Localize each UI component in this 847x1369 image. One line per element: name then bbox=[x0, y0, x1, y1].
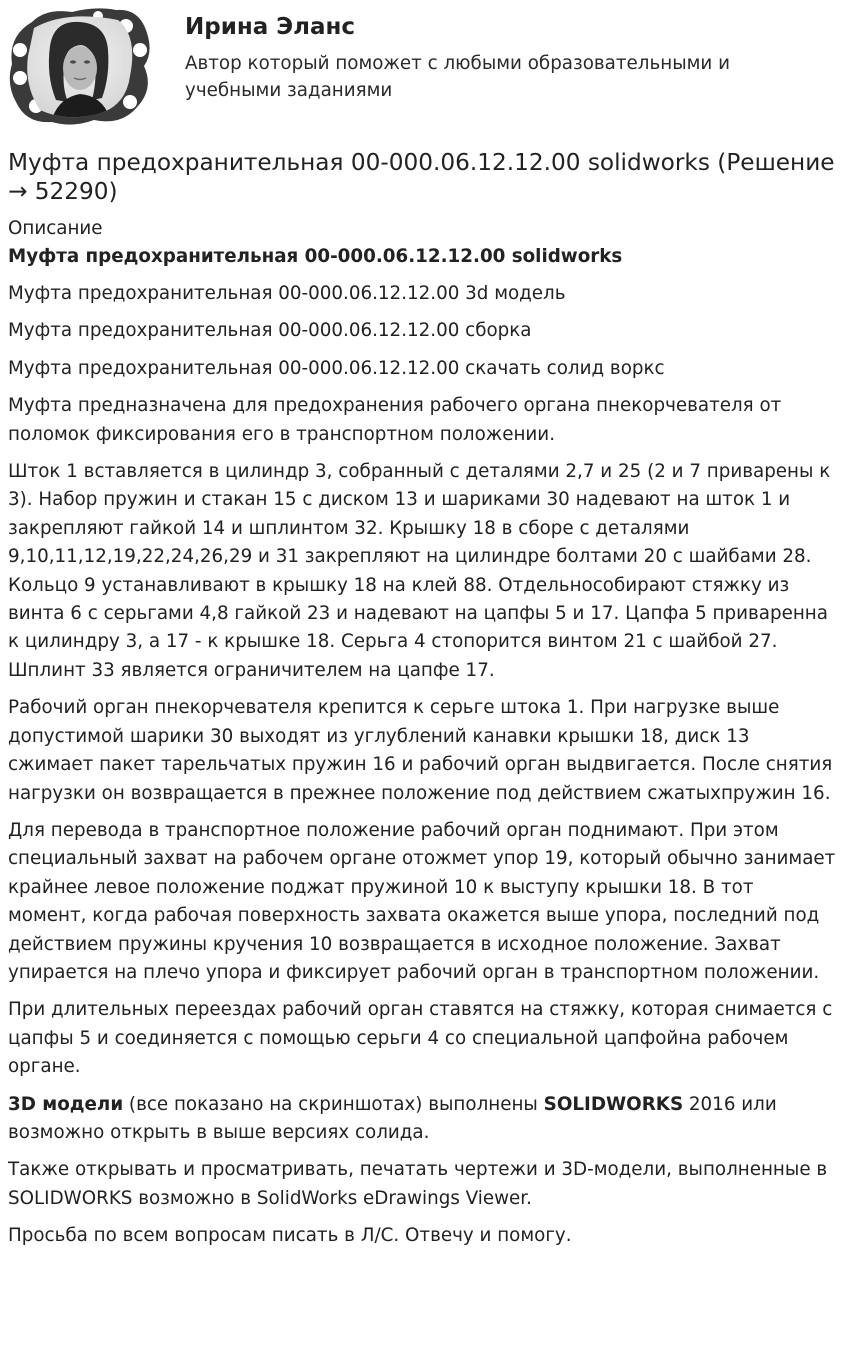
page-title: Муфта предохранительная 00-000.06.12.12.00 solidworks (Решение → 52290) bbox=[8, 149, 835, 205]
paragraph-operation: Рабочий орган пнекорчевателя крепится к серьге штока 1. При нагрузке выше допустимой шарики 30 выходят из углублений канавки крышки 18, диск 13 сжимает пакет тарельчатых пружин 16 и рабочий орган выдвигается. После снятия нагрузки он возвращается в прежнее положение под действием сжатыхпружин 16. bbox=[8, 697, 833, 804]
line-assembly: Муфта предохранительная 00-000.06.12.12.00 сборка bbox=[8, 320, 532, 342]
author-description: Автор который поможет с любыми образовательными и учебными заданиями bbox=[185, 53, 730, 101]
line-download: Муфта предохранительная 00-000.06.12.12.00 скачать солид воркс bbox=[8, 357, 665, 379]
paragraph-contact: Просьба по всем вопросам писать в Л/С. Отвечу и помогу. bbox=[8, 1225, 572, 1247]
description-heading: Муфта предохранительная 00-000.06.12.12.00 solidworks bbox=[8, 246, 623, 267]
description-label: Описание bbox=[8, 218, 103, 239]
line-3d-model: Муфта предохранительная 00-000.06.12.12.00 3d модель bbox=[8, 283, 566, 304]
author-card bbox=[0, 0, 847, 130]
models-bold-3d: 3D модели bbox=[8, 1093, 124, 1115]
description-content bbox=[8, 215, 836, 1251]
paragraph-long-trips: При длительных переездах рабочий орган ставятся на стяжку, которая снимается с цапфы 5 и соединяется с помощью серьги 4 со специальной цапфойна рабочем органе. bbox=[8, 999, 833, 1078]
author-avatar[interactable] bbox=[6, 6, 152, 126]
paragraph-assembly: Шток 1 вставляется в цилиндр 3, собранный с деталями 2,7 и 25 (2 и 7 приварены к 3). Набор пружин и стакан 15 с диском 13 и шариками 30 надевают на шток 1 и закрепляют гайкой 14 и шплинтом 32. Крышку 18 в сборе с деталями 9,10,11,12,19,22,24,26,29 и 31 закрепляют на цилиндре болтами 20 с шайбами 28. Кольцо 9 устанавливают в крышку 18 на клей 88. Отдельнособирают стяжку из винта 6 с серьгами 4,8 гайкой 23 и надевают на цапфы 5 и 17. Цапфа 5 приваренна к цилиндру 3, а 17 - к крышке 18. Серьга 4 стопорится винтом 21 с шайбой 27. Шплинт 33 является ограничителем на цапфе 17. bbox=[8, 461, 831, 681]
paragraph-viewer: Также открывать и просматривать, печатать чертежи и 3D-модели, выполненные в SOLIDWORKS возможно в SolidWorks eDrawings Viewer. bbox=[8, 1159, 828, 1209]
models-text-1: (все показано на скриншотах) выполнены bbox=[123, 1093, 544, 1115]
paragraph-purpose: Муфта предназначена для предохранения рабочего органа пнекорчевателя от поломок фиксирования его в транспортном положении. bbox=[8, 395, 782, 445]
author-name[interactable]: Ирина Эланс bbox=[185, 14, 356, 40]
models-bold-solidworks: SOLIDWORKS bbox=[543, 1093, 684, 1115]
models-text-2: 2016 или возможно открыть в выше версиях солида. bbox=[8, 1093, 777, 1143]
film-reel-avatar-image bbox=[6, 6, 152, 126]
paragraph-transport: Для перевода в транспортное положение рабочий орган поднимают. При этом специальный захват на рабочем органе отожмет упор 19, который обычно занимает крайнее левое положение поджат пружиной 10 к выступу крышки 18. В тот момент, когда рабочая поверхность захвата окажется выше упора, последний под действием пружины кручения 10 возвращается в исходное положение. Захват упирается на плечо упора и фиксирует рабочий орган в транспортном положении. bbox=[8, 819, 836, 983]
paragraph-models bbox=[8, 1091, 836, 1148]
